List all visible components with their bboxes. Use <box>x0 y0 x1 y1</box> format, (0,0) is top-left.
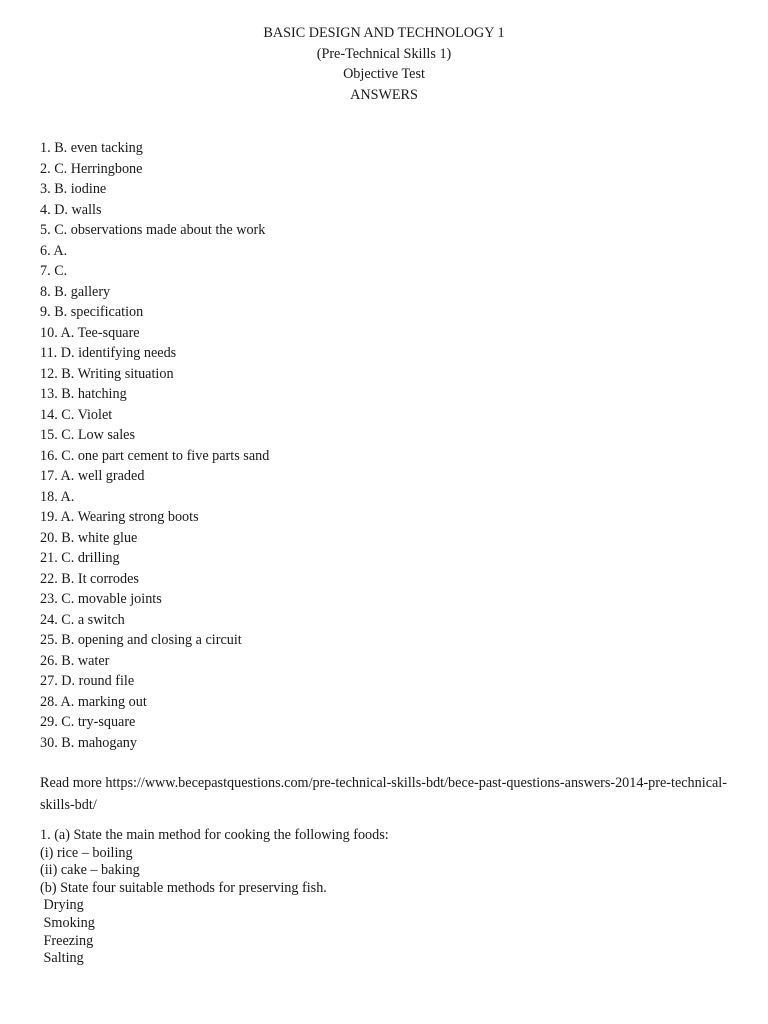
answer-item: 26. B. water <box>40 652 110 669</box>
answer-item: 7. C. <box>40 263 68 279</box>
question-line: (b) State four suitable methods for preserving fish. <box>40 879 327 896</box>
answer-item: 20. B. white glue <box>40 529 138 546</box>
theory-question-block <box>40 827 389 968</box>
document-subtitle: (Pre-Technical Skills 1) <box>316 45 452 62</box>
answer-item: 6. A. <box>40 242 68 259</box>
answer-item: 15. C. Low sales <box>40 427 135 443</box>
document-header <box>0 23 768 106</box>
answer-item: 27. D. round file <box>40 673 135 689</box>
answer-item: 18. A. <box>40 488 75 505</box>
question-line: Salting <box>40 950 84 967</box>
answer-item: 29. C. try-square <box>40 714 136 730</box>
answer-item: 17. A. well graded <box>40 468 145 484</box>
question-line: Drying <box>40 897 84 914</box>
answer-item: 14. C. Violet <box>40 406 113 423</box>
answer-item: 19. A. Wearing strong boots <box>40 509 199 525</box>
answer-item: 12. B. Writing situation <box>40 365 174 382</box>
answer-item: 21. C. drilling <box>40 550 120 566</box>
question-line: (i) rice – boiling <box>40 844 133 861</box>
answer-item: 22. B. It corrodes <box>40 570 139 587</box>
answer-item: 4. D. walls <box>40 201 102 218</box>
question-line: 1. (a) State the main method for cooking the following foods: <box>40 827 389 843</box>
document-title: BASIC DESIGN AND TECHNOLOGY 1 <box>263 25 505 41</box>
answer-item: 23. C. movable joints <box>40 591 162 607</box>
answer-item: 11. D. identifying needs <box>40 345 177 361</box>
answer-item: 10. A. Tee-square <box>40 324 140 341</box>
answers-heading: ANSWERS <box>350 87 418 104</box>
answer-item: 30. B. mahogany <box>40 734 137 751</box>
answer-item: 13. B. hatching <box>40 386 127 402</box>
question-line: Smoking <box>40 914 95 931</box>
answer-item: 8. B. gallery <box>40 283 111 300</box>
answer-item: 1. B. even tacking <box>40 140 143 156</box>
read-more-text: Read more https://www.becepastquestions.com/pre-technical-skills-bdt/bece-past-questions-answers-2014-pre-technical-skills-bdt/ <box>40 775 727 813</box>
answer-item: 9. B. specification <box>40 304 144 320</box>
answer-item: 16. C. one part cement to five parts sand <box>40 447 270 464</box>
question-line: (ii) cake – baking <box>40 862 140 879</box>
answer-item: 5. C. observations made about the work <box>40 222 266 238</box>
answer-item: 2. C. Herringbone <box>40 160 143 177</box>
answer-list <box>40 138 269 753</box>
answer-item: 28. A. marking out <box>40 693 147 710</box>
answer-item: 24. C. a switch <box>40 611 125 628</box>
question-line: Freezing <box>40 932 94 949</box>
test-type-heading: Objective Test <box>343 66 425 83</box>
answer-item: 3. B. iodine <box>40 181 107 197</box>
answer-item: 25. B. opening and closing a circuit <box>40 632 242 648</box>
